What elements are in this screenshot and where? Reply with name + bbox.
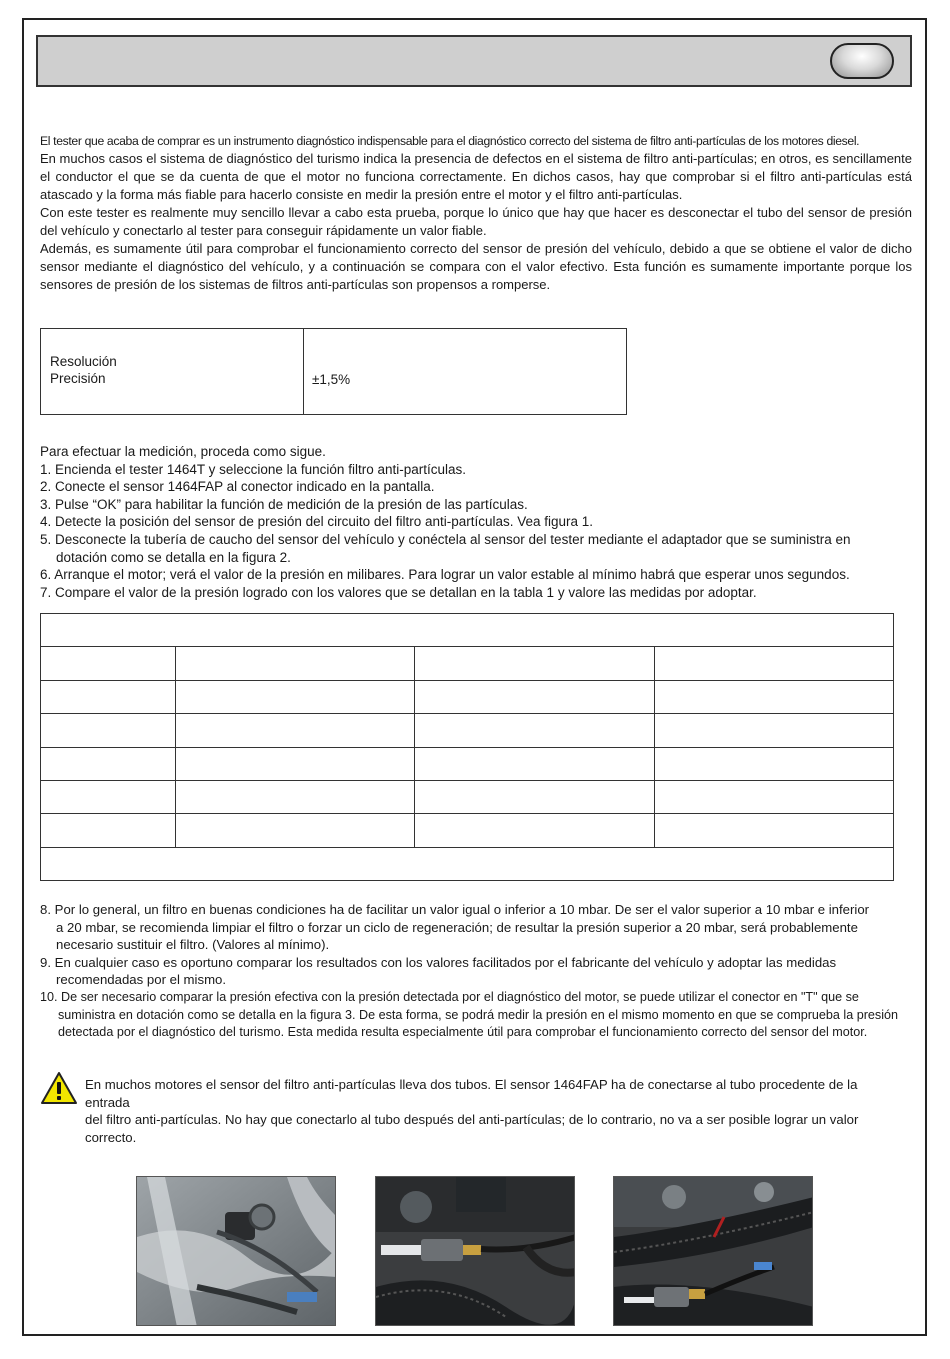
- precision-label: Precisión: [50, 371, 106, 386]
- table-row-divider: [40, 713, 894, 714]
- note-8-line-2: a 20 mbar, se recomienda limpiar el filtro o forzar un ciclo de regeneración; de resultar la presión superior a 20 mbar, será probablemente: [56, 919, 858, 935]
- warning-text: [85, 1076, 905, 1146]
- intro-text: [40, 132, 912, 294]
- note-9: 9. En cualquier caso es oportuno comparar los resultados con los valores facilitados por el fabricante del vehículo y adoptar las medidas: [40, 954, 837, 970]
- table-column-divider: [414, 646, 415, 847]
- figure-1-photo: [136, 1176, 336, 1326]
- steps-intro: Para efectuar la medición, proceda como sigue.: [40, 444, 326, 459]
- note-10: 10. De ser necesario comparar la presión efectiva con la presión detectada por el diagnóstico del motor, se puede utilizar el conector en "T" que se: [40, 989, 859, 1004]
- table-row-divider: [40, 680, 894, 681]
- step-5: 5. Desconecte la tubería de caucho del sensor del vehículo y conéctela al sensor del tester mediante el adaptador que se suministra en: [40, 531, 851, 547]
- table-column-divider: [175, 646, 176, 847]
- warning-line-2: del filtro anti-partículas. No hay que conectarlo al tubo después del anti-partículas; de lo contrario, no va a ser posible lograr un valor correcto.: [85, 1112, 859, 1145]
- intro-paragraph-1: El tester que acaba de comprar es un instrumento diagnóstico indispensable para el diagnóstico correcto del sistema de filtro anti-partículas de los motores diesel.: [40, 134, 860, 148]
- note-10-line-2: suministra en dotación como se detalla en la figura 3. De esta forma, se podrá medir la presión en el mismo momento en que se comprueba la presión: [58, 1007, 899, 1022]
- specs-table: [40, 328, 627, 415]
- note-8: 8. Por lo general, un filtro en buenas condiciones ha de facilitar un valor igual o inferior a 10 mbar. De ser el valor superior a 10 mbar e inferior: [40, 902, 870, 917]
- warning-triangle-icon: [40, 1071, 78, 1105]
- intro-paragraph-2: En muchos casos el sistema de diagnóstico del turismo indica la presencia de defectos en el sistema de filtro anti-partículas; en otros, es sencillamente el conductor el que se da cuenta de que el motor no funciona correctamente. En dichos casos, hay que comprobar si el filtro anti-partículas está atascado y la forma más fiable para hacerlo consiste en medir la presión entre el motor y el filtro anti-partículas.: [40, 151, 912, 202]
- specs-label-column: [41, 329, 304, 414]
- table-row-divider: [40, 847, 894, 848]
- note-10-line-3: detectada por el diagnóstico del turismo. Esta medida resulta especialmente útil para comprobar el funcionamiento correcto del sensor del motor.: [58, 1025, 868, 1040]
- table-row-divider: [40, 813, 894, 814]
- step-1: 1. Encienda el tester 1464T y seleccione la función filtro anti-partículas.: [40, 461, 466, 477]
- warning-line-1: En muchos motores el sensor del filtro anti-partículas lleva dos tubos. El sensor 1464FAP ha de conectarse al tubo procedente de la entrada: [85, 1077, 858, 1110]
- table-column-divider: [654, 646, 655, 847]
- table-row-divider: [40, 780, 894, 781]
- step-4: 4. Detecte la posición del sensor de presión del circuito del filtro anti-partículas. Vea figura 1.: [40, 514, 594, 530]
- intro-paragraph-4: Además, es sumamente útil para comprobar el funcionamiento correcto del sensor de presión del vehículo, debido a que se obtiene el valor de dicho sensor mediante el diagnóstico del vehículo, y a continuación se compara con el valor efectivo. Esta función es sumamente importante porque los sensores de presión de los sistemas de filtros anti-partículas son propensos a romperse.: [40, 241, 912, 292]
- step-7: 7. Compare el valor de la presión logrado con los valores que se detallan en la tabla 1 y valore las medidas por adoptar.: [40, 584, 757, 600]
- note-8-line-3: necesario sustituir el filtro. (Valores al mínimo).: [56, 937, 330, 953]
- note-9-line-2: recomendadas por el mismo.: [56, 972, 227, 988]
- step-3: 3. Pulse “OK” para habilitar la función de medición de la presión de las partículas.: [40, 496, 528, 512]
- step-6: 6. Arranque el motor; verá el valor de la presión en milibares. Para lograr un valor estable al mínimo habrá que esperar unos segundos.: [40, 567, 850, 583]
- step-5-continued: dotación como se detalla en la figura 2.: [56, 549, 291, 565]
- notes-list: [40, 901, 912, 1042]
- intro-paragraph-3: Con este tester es realmente muy sencillo llevar a cabo esta prueba, porque lo único que hay que hacer es desconectar el tubo del sensor de presión del vehículo y conectarlo al tester para conseguir rápidamente un valor fiable.: [40, 205, 912, 238]
- precision-value: ±1,5%: [312, 372, 351, 387]
- figure-2-photo: [375, 1176, 575, 1326]
- step-2: 2. Conecte el sensor 1464FAP al conector indicado en la pantalla.: [40, 479, 435, 495]
- table-row-divider: [40, 747, 894, 748]
- header-pill-decoration: [830, 43, 894, 79]
- header-bar: [36, 35, 912, 87]
- procedure-steps: [40, 443, 912, 601]
- resolution-label: Resolución: [50, 354, 117, 369]
- table-row-divider: [40, 646, 894, 647]
- figure-3-photo: [613, 1176, 813, 1326]
